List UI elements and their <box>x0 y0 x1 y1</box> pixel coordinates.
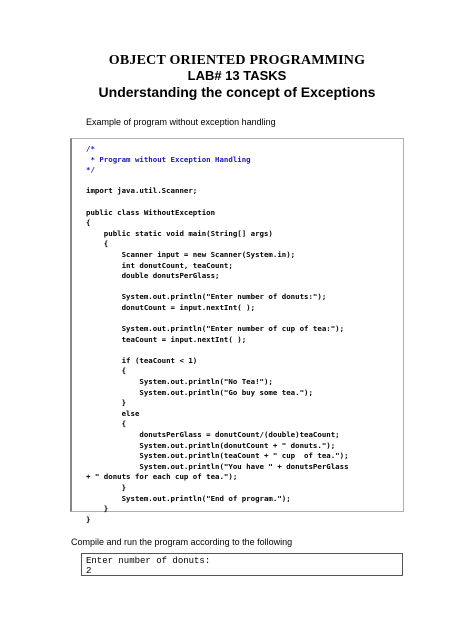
lab-number: LAB# 13 TASKS <box>187 68 287 83</box>
code-line: public class WithoutException <box>86 207 216 217</box>
document-title: OBJECT ORIENTED PROGRAMMING <box>108 53 366 68</box>
code-line: else <box>86 408 140 418</box>
console-line: Enter number of donuts: <box>86 556 211 566</box>
code-line: } <box>86 514 91 524</box>
console-output-box <box>81 553 403 576</box>
instructions-text: Compile and run the program according to the following <box>71 537 293 547</box>
code-line: donutCount = input.nextInt( ); <box>86 302 256 312</box>
code-line: System.out.println(donutCount + " donuts."); <box>86 440 336 450</box>
code-line <box>86 197 349 208</box>
console-line: 2 <box>86 566 92 576</box>
code-listing-box <box>70 138 404 524</box>
code-line: { <box>86 419 127 429</box>
code-line: * Program without Exception Handling <box>86 154 251 164</box>
section-heading: Understanding the concept of Exceptions <box>98 84 376 100</box>
code-line: int donutCount, teaCount; <box>86 260 233 270</box>
example-caption: Example of program without exception handling <box>86 117 276 127</box>
code-listing <box>86 144 349 525</box>
code-line: { <box>86 239 109 249</box>
code-line: System.out.println("Go buy some tea."); <box>86 387 313 397</box>
code-line: } <box>86 398 127 408</box>
code-line: System.out.println("Enter number of cup of tea:"); <box>86 324 345 334</box>
code-line: + " donuts for each cup of tea."); <box>86 472 238 482</box>
code-line: System.out.println("No Tea!"); <box>86 377 273 387</box>
code-line <box>86 314 349 325</box>
code-line: /* <box>86 144 95 153</box>
code-line: public static void main(String[] args) <box>86 228 273 238</box>
code-line: System.out.println("Enter number of donuts:"); <box>86 292 327 302</box>
code-line: System.out.println("You have " + donutsPerGlass <box>86 461 349 471</box>
code-line: Scanner input = new Scanner(System.in); <box>86 249 296 259</box>
code-line <box>86 282 349 293</box>
code-line: double donutsPerGlass; <box>86 271 220 281</box>
code-line: donutsPerGlass = donutCount/(double)teaCount; <box>86 430 340 440</box>
code-line: } <box>86 504 109 514</box>
code-line <box>86 345 349 356</box>
code-line: { <box>86 218 91 228</box>
code-line: if (teaCount < 1) <box>86 355 198 365</box>
code-line: } <box>86 483 127 492</box>
code-line: System.out.println("End of program."); <box>86 493 291 503</box>
code-line: import java.util.Scanner; <box>86 186 198 196</box>
code-line <box>86 176 349 187</box>
code-line: { <box>86 366 127 376</box>
code-line: */ <box>86 165 95 175</box>
code-line: teaCount = input.nextInt( ); <box>86 334 247 344</box>
code-line: System.out.println(teaCount + " cup of tea."); <box>86 451 349 461</box>
